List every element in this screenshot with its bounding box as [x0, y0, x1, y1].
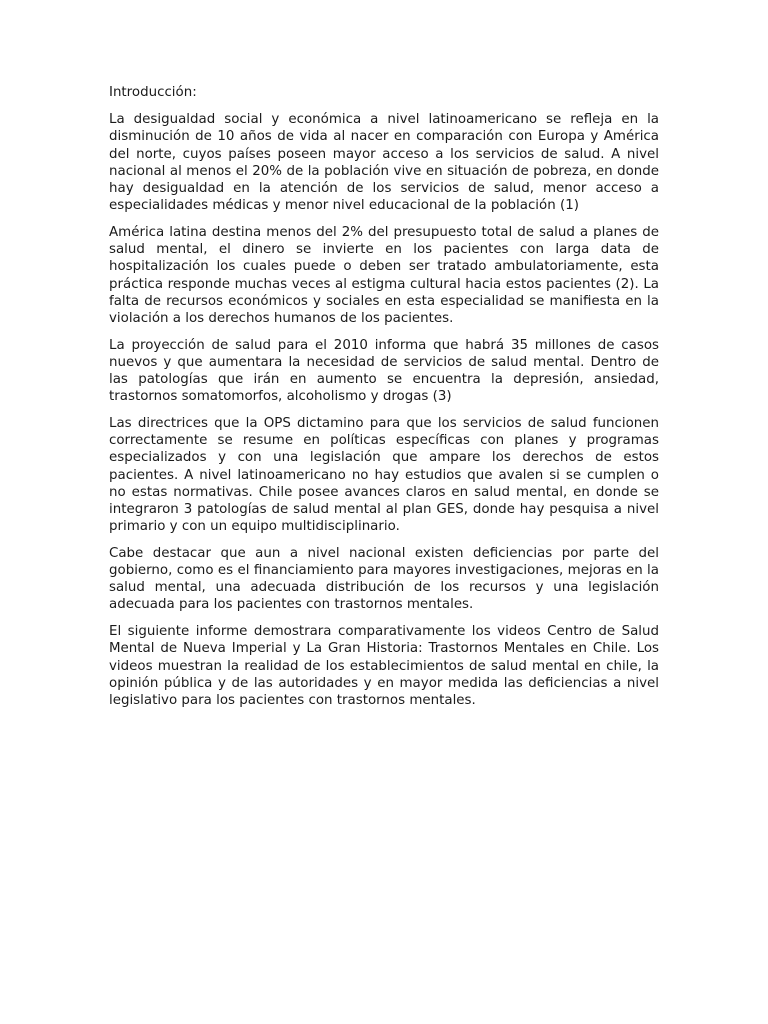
paragraph-6: El siguiente informe demostrara comparativamente los videos Centro de Salud Mental de Nueva Imperial y La Gran Historia: Trastornos Mentales en Chile. Los videos muestran la realidad de los establecimientos de salud mental en chile, la opinión pública y de las autoridades y en mayor medida las deficiencias a nivel legislativo para los pacientes con trastornos mentales. — [109, 624, 659, 708]
document-page — [109, 84, 659, 719]
section-heading: Introducción: — [109, 85, 197, 100]
paragraph-2: América latina destina menos del 2% del presupuesto total de salud a planes de salud mental, el dinero se invierte en los pacientes con larga data de hospitalización los cuales puede o deben ser tratado ambulatoriamente, esta práctica responde muchas veces al estigma cultural hacia estos pacientes (2). La falta de recursos económicos y sociales en esta especialidad se manifiesta en la violación a los derechos humanos de los pacientes. — [109, 224, 659, 326]
paragraph-5: Cabe destacar que aun a nivel nacional existen deficiencias por parte del gobierno, como es el financiamiento para mayores investigaciones, mejoras en la salud mental, una adecuada distribución de los recursos y una legislación adecuada para los pacientes con trastornos mentales. — [109, 545, 659, 613]
paragraph-3: La proyección de salud para el 2010 informa que habrá 35 millones de casos nuevos y que aumentara la necesidad de servicios de salud mental. Dentro de las patologías que irán en aumento se encuentra la depresión, ansiedad, trastornos somatomorfos, alcoholismo y drogas (3) — [109, 337, 659, 405]
paragraph-4: Las directrices que la OPS dictamino para que los servicios de salud funcionen correctamente se resume en políticas específicas con planes y programas especializados y con una legislación que ampare los derechos de estos pacientes. A nivel latinoamericano no hay estudios que avalen si se cumplen o no estas normativas. Chile posee avances claros en salud mental, en donde se integraron 3 patologías de salud mental al plan GES, donde hay pesquisa a nivel primario y con un equipo multidisciplinario. — [109, 415, 659, 535]
paragraph-1: La desigualdad social y económica a nivel latinoamericano se refleja en la disminución de 10 años de vida al nacer en comparación con Europa y América del norte, cuyos países poseen mayor acceso a los servicios de salud. A nivel nacional al menos el 20% de la población vive en situación de pobreza, en donde hay desigualdad en la atención de los servicios de salud, menor acceso a especialidades médicas y menor nivel educacional de la población (1) — [109, 112, 659, 214]
